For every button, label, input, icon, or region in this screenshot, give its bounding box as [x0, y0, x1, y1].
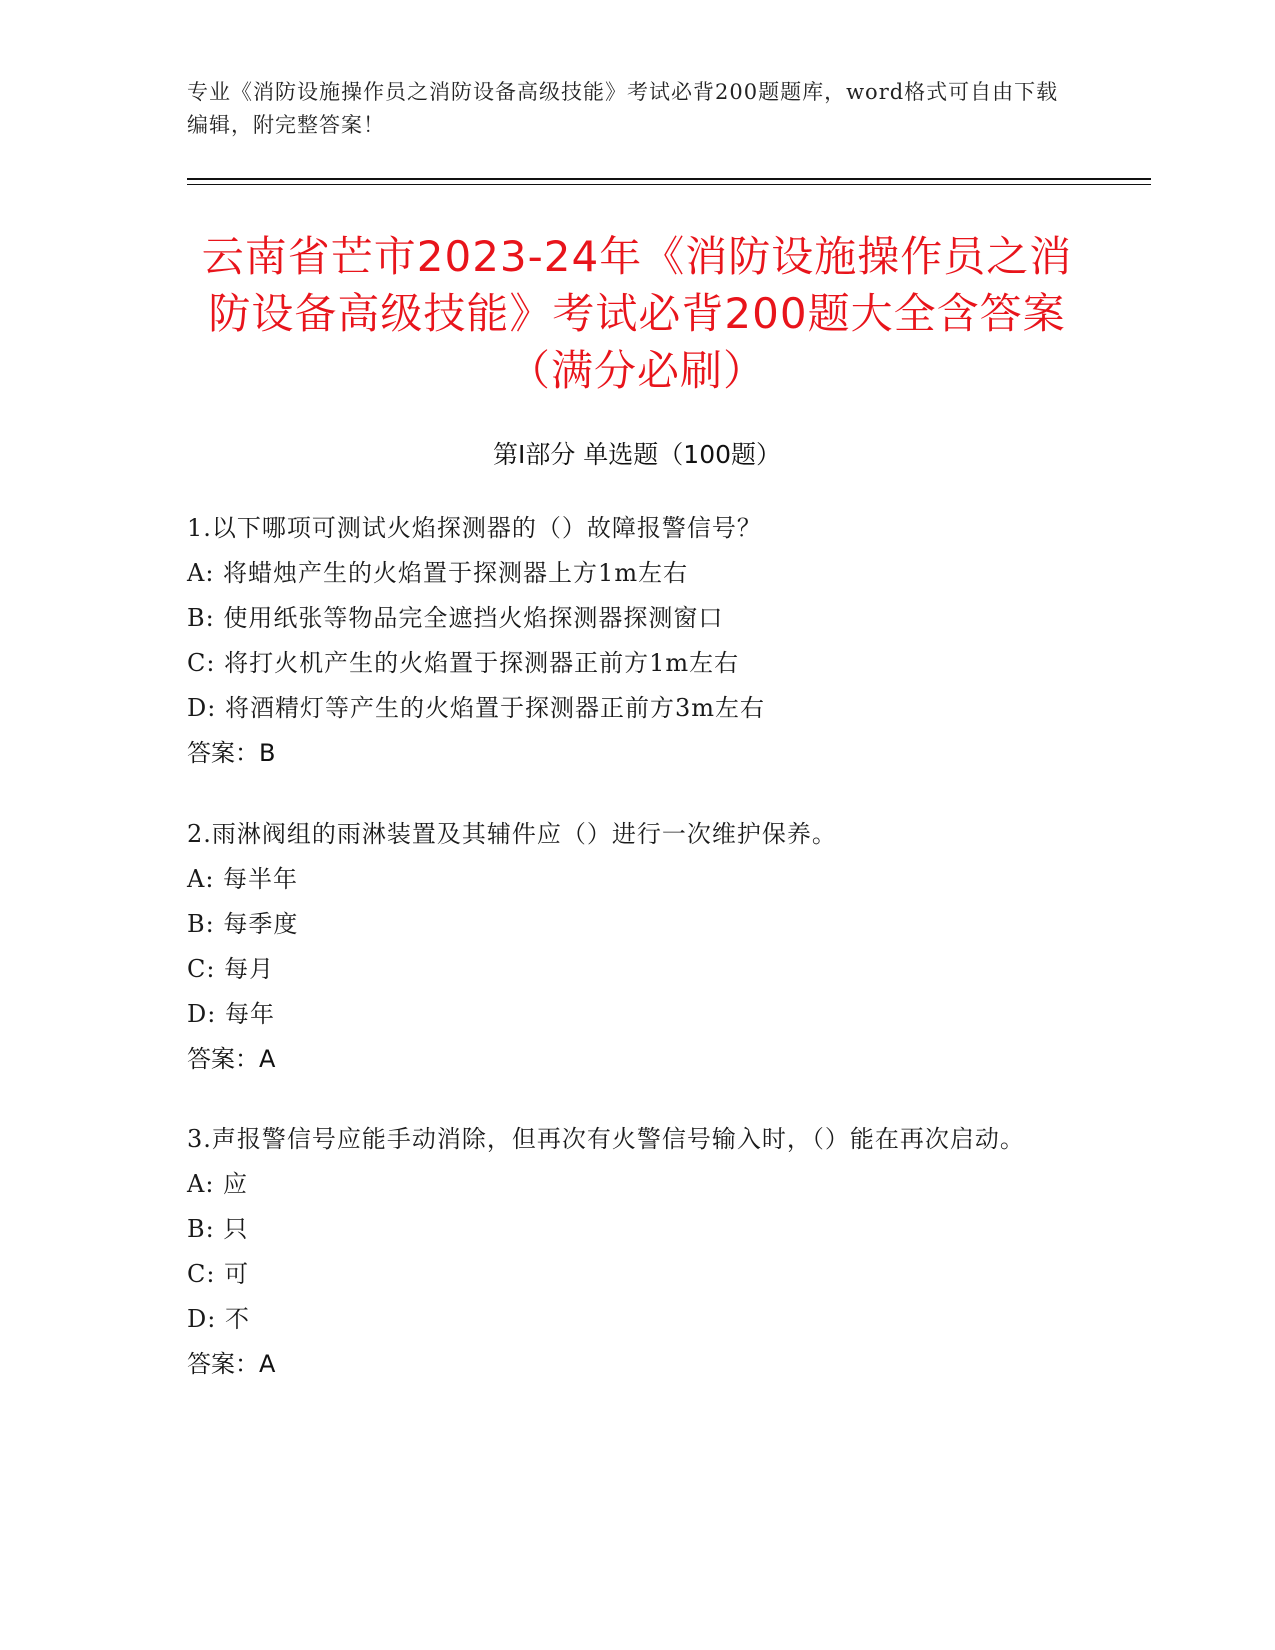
question-stem: 1.以下哪项可测试火焰探测器的（）故障报警信号？	[187, 514, 762, 542]
option-a: A: 每半年	[187, 865, 299, 893]
question-2	[187, 812, 1067, 1082]
answer: 答案：B	[187, 739, 276, 767]
question-stem: 2.雨淋阀组的雨淋装置及其辅件应（）进行一次维护保养。	[187, 820, 837, 848]
answer: 答案：A	[187, 1045, 276, 1073]
header-divider-thick	[187, 178, 1151, 180]
header-divider-thin	[187, 184, 1151, 185]
answer: 答案：A	[187, 1350, 276, 1378]
option-d: D: 将酒精灯等产生的火焰置于探测器正前方3m左右	[187, 694, 765, 722]
document-title: 云南省芒市2023-24年《消防设施操作员之消防设备高级技能》考试必背200题大全含答案（满分必刷）	[201, 232, 1073, 395]
option-c: C: 将打火机产生的火焰置于探测器正前方1m左右	[187, 649, 740, 677]
option-b: B: 每季度	[187, 910, 299, 938]
option-c: C: 每月	[187, 955, 275, 983]
question-3	[187, 1117, 1067, 1387]
option-b: B: 使用纸张等物品完全遮挡火焰探测器探测窗口	[187, 604, 724, 632]
option-a: A: 将蜡烛产生的火焰置于探测器上方1m左右	[187, 559, 689, 587]
option-a: A: 应	[187, 1170, 249, 1198]
option-c: C: 可	[187, 1260, 250, 1288]
option-d: D: 每年	[187, 1000, 275, 1028]
option-d: D: 不	[187, 1305, 250, 1333]
header-note: 专业《消防设施操作员之消防设备高级技能》考试必背200题题库，word格式可自由下载编辑，附完整答案！	[187, 80, 1059, 137]
option-b: B: 只	[187, 1215, 249, 1243]
question-1	[187, 506, 1067, 776]
question-stem: 3.声报警信号应能手动消除，但再次有火警信号输入时，（）能在再次启动。	[187, 1125, 1025, 1153]
section-title: 第I部分 单选题（100题）	[492, 440, 782, 469]
